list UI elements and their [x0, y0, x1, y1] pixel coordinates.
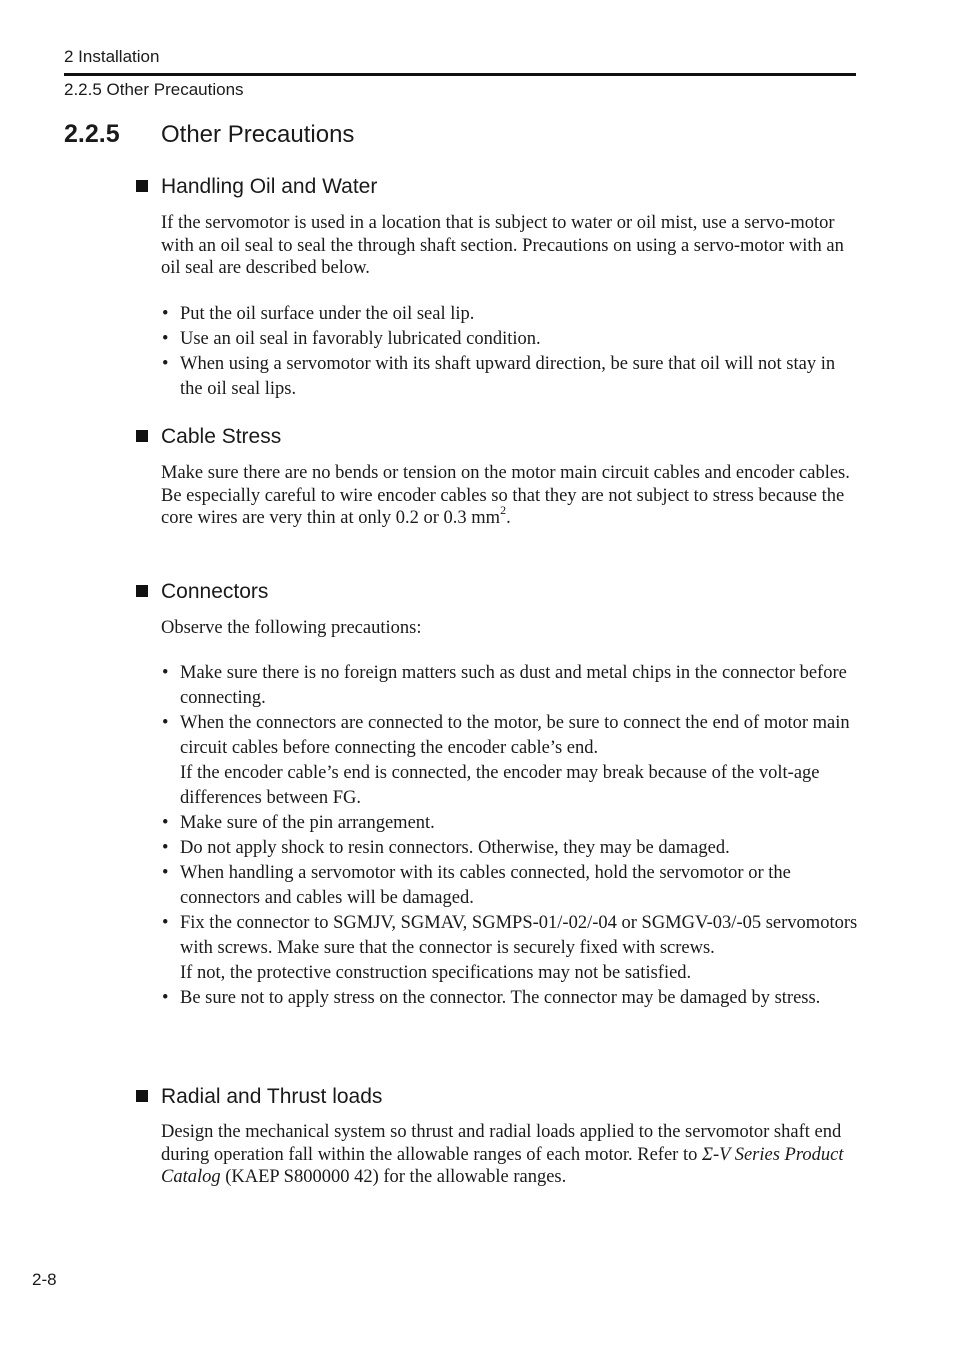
- superscript-2: 2: [500, 502, 507, 517]
- page-number: 2-8: [32, 1270, 57, 1289]
- catalog-reference: Σ-V Series Product Catalog: [161, 1144, 844, 1187]
- running-header-section: 2.2.5 Other Precautions: [64, 80, 244, 99]
- list-item: • Put the oil surface under the oil seal lip.: [162, 304, 475, 324]
- section-number: 2.2.5: [64, 120, 120, 148]
- connectors-bullet-list: [162, 661, 862, 1011]
- running-header-chapter: 2 Installation: [64, 47, 160, 66]
- square-bullet-icon: [136, 180, 148, 192]
- subheading-connectors: Connectors: [136, 580, 268, 604]
- square-bullet-icon: [136, 1090, 148, 1102]
- handling-bullet-list: [162, 302, 862, 402]
- section-heading: [64, 120, 354, 149]
- radial-loads-paragraph: Design the mechanical system so thrust and radial loads applied to the servomotor shaft end during operation fall within the allowable ranges of each motor. Refer to Σ-V Series Product Catalog (KAEP S800000 42) for the allowable ranges.: [161, 1122, 844, 1187]
- list-item: • When handling a servomotor with its cables connected, hold the servomotor or the connectors and cables will be damaged.: [162, 863, 791, 908]
- subheading-handling-oil-water: Handling Oil and Water: [136, 175, 377, 199]
- list-item: • Make sure of the pin arrangement.: [162, 813, 435, 833]
- list-item: • Use an oil seal in favorably lubricated condition.: [162, 329, 541, 349]
- list-item: • When using a servomotor with its shaft upward direction, be sure that oil will not stay in the oil seal lips.: [162, 354, 836, 399]
- cable-stress-paragraph: Make sure there are no bends or tension on the motor main circuit cables and encoder cables. Be especially careful to wire encoder cables so that they are not subject to stress because the core wires are very thin at only 0.2 or 0.3 $mm^2$.: [161, 463, 850, 528]
- subheading-cable-stress: Cable Stress: [136, 425, 281, 449]
- connectors-intro: Observe the following precautions:: [161, 618, 422, 638]
- list-item: • Fix the connector to SGMJV, SGMAV, SGMPS-01/-02/-04 or SGMGV-03/-05 servomotors with screws. Make sure that the connector is securely fixed with screws. If not, the protective construction specifications may not be satisfied.: [162, 913, 858, 983]
- section-title: Other Precautions: [161, 121, 355, 148]
- header-rule: [64, 73, 856, 76]
- handling-intro-paragraph: If the servomotor is used in a location that is subject to water or oil mist, use a servo-motor with an oil seal to seal the through shaft section. Precautions on using a servo-motor with an oil seal are described below.: [161, 213, 844, 278]
- subheading-radial-thrust-loads: Radial and Thrust loads: [136, 1085, 382, 1109]
- list-item: • Be sure not to apply stress on the connector. The connector may be damaged by stress.: [162, 988, 821, 1008]
- square-bullet-icon: [136, 585, 148, 597]
- list-item: • Make sure there is no foreign matters such as dust and metal chips in the connector before connecting.: [162, 663, 847, 708]
- list-item: • Do not apply shock to resin connectors. Otherwise, they may be damaged.: [162, 838, 730, 858]
- square-bullet-icon: [136, 430, 148, 442]
- list-item: • When the connectors are connected to the motor, be sure to connect the end of motor main circuit cables before connecting the encoder cable’s end. If the encoder cable’s end is connected, the encoder may break because of the volt-age differences between FG.: [162, 713, 850, 808]
